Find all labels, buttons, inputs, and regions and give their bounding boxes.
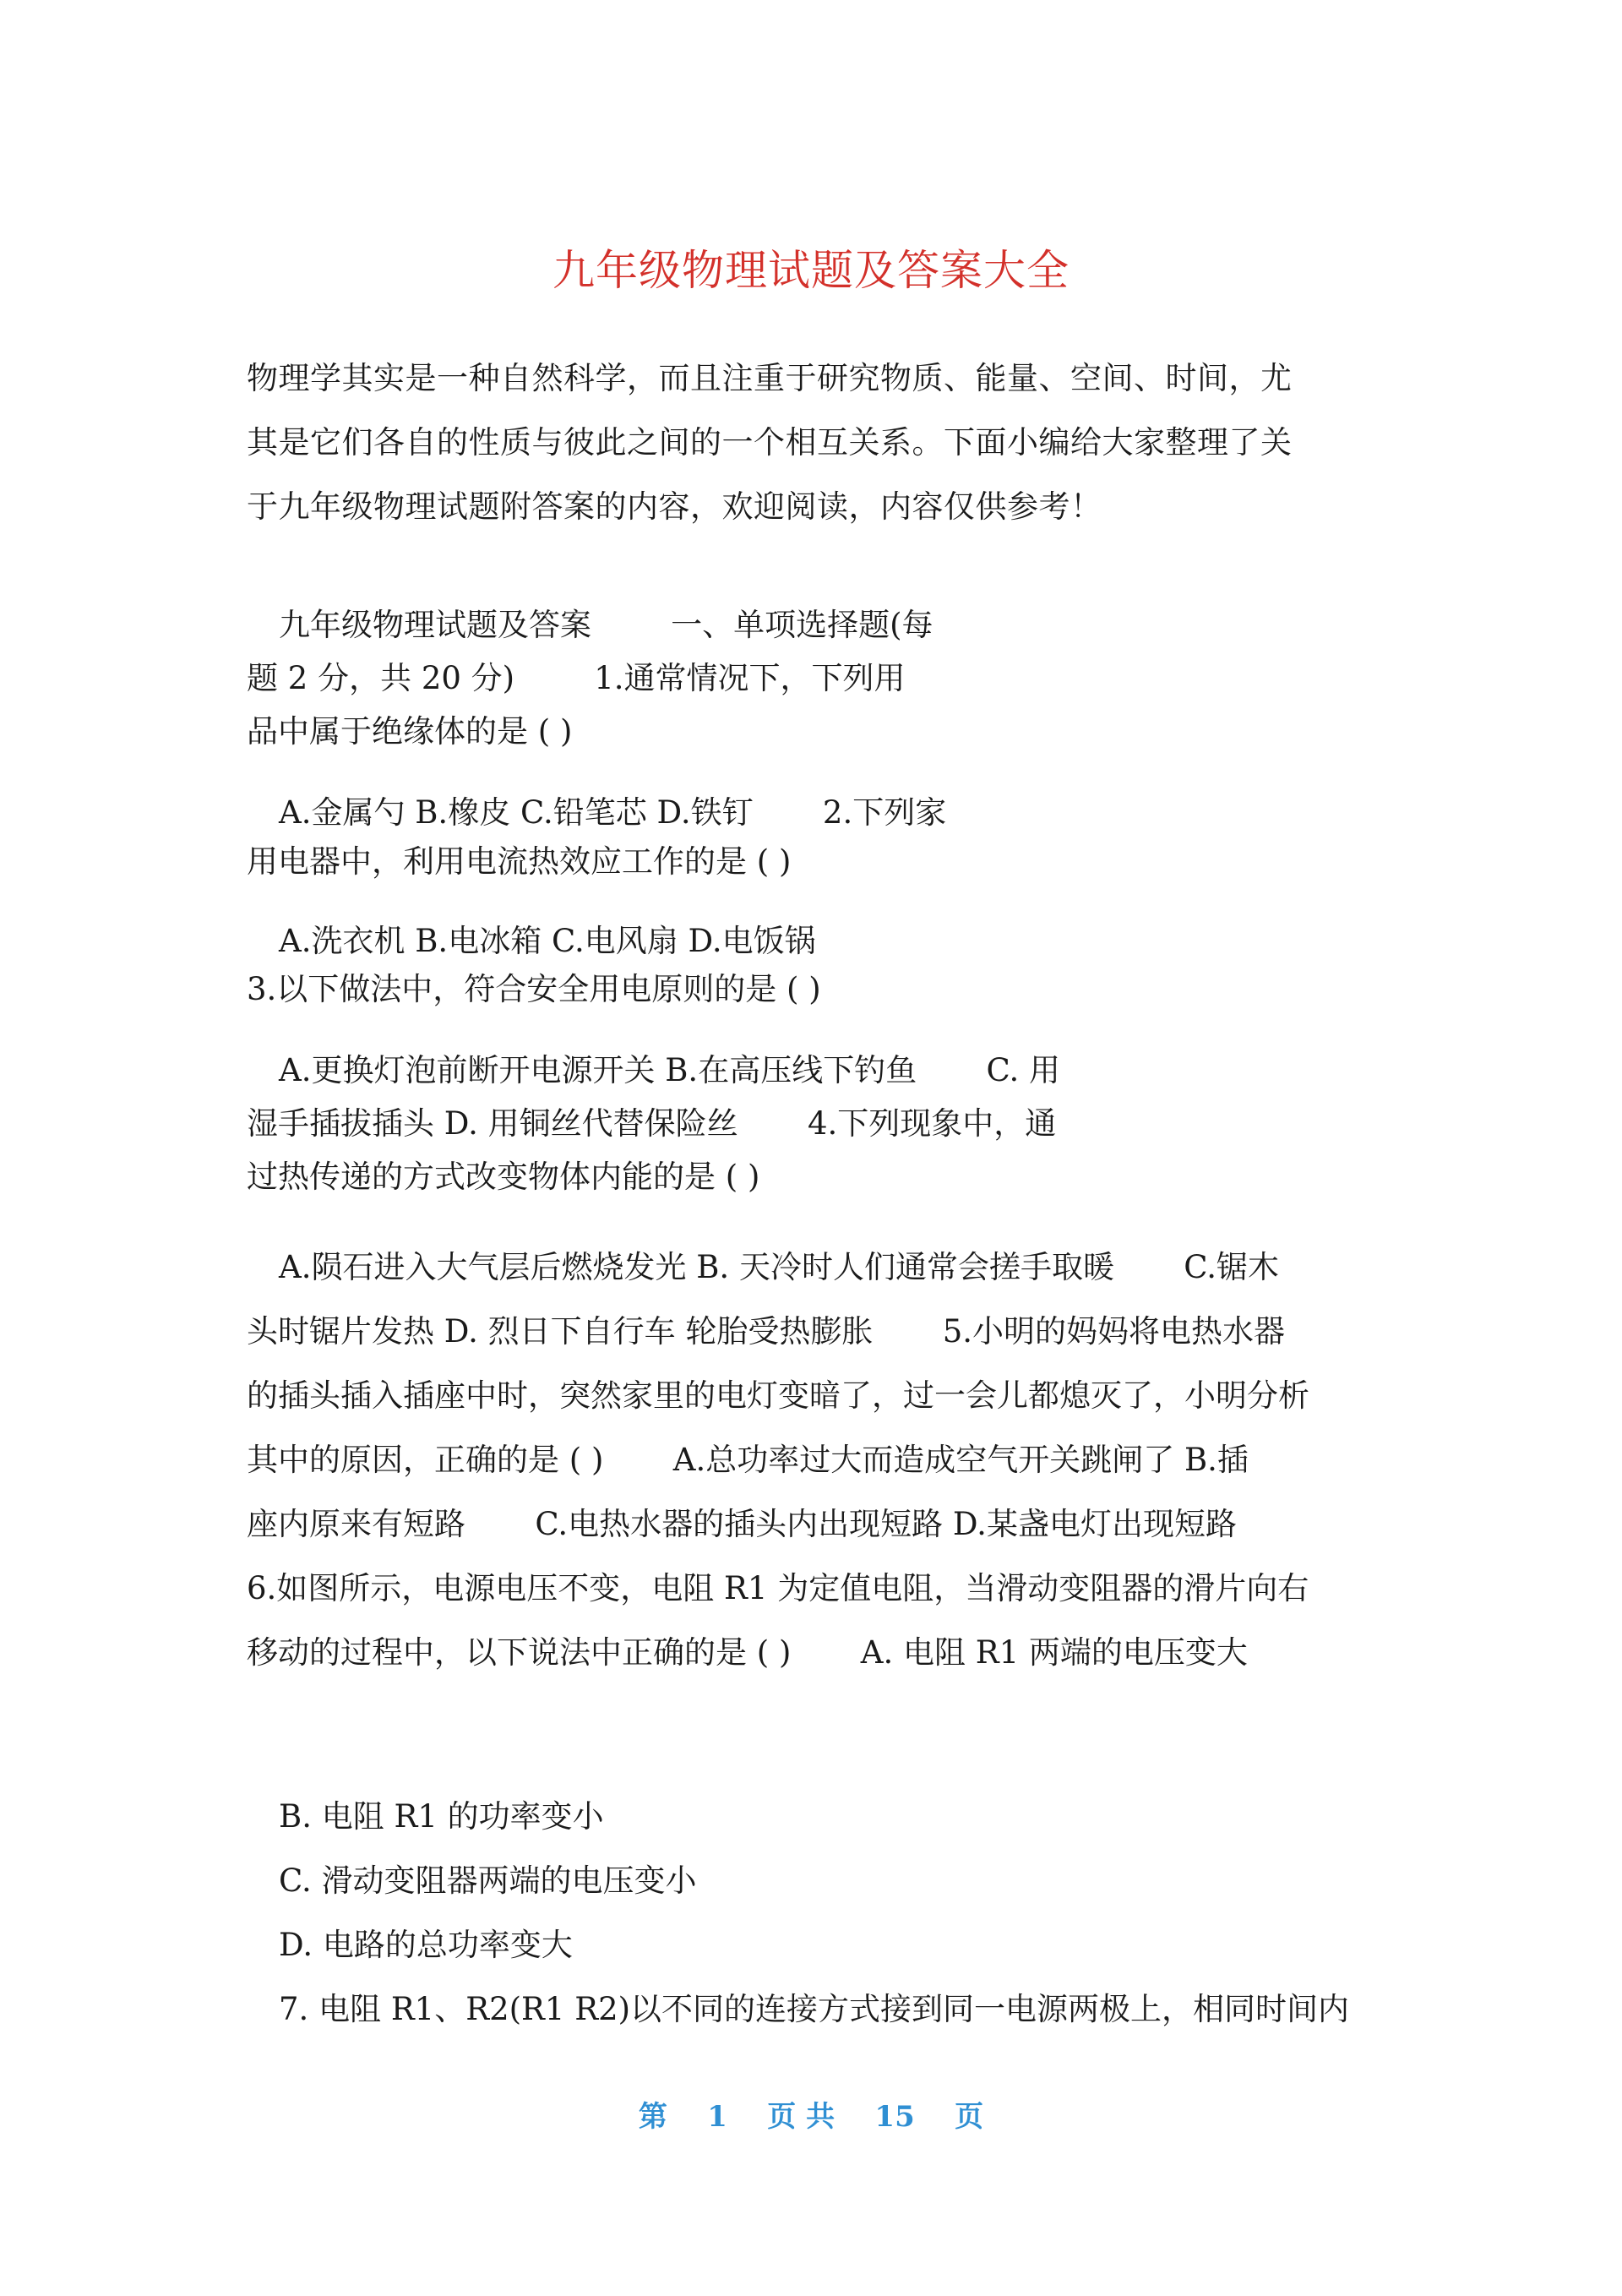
- body-line: C. 滑动变阻器两端的电压变小: [279, 1862, 697, 1899]
- body-line: B. 电阻 R1 的功率变小: [279, 1798, 604, 1835]
- intro-line: 于九年级物理试题附答案的内容，欢迎阅读，内容仅供参考！: [247, 488, 1102, 525]
- page-footer: 第 1 页 共 15 页: [638, 2100, 984, 2134]
- body-line: A.洗衣机 B.电冰箱 C.电风扇 D.电饭锅: [279, 923, 816, 959]
- body-line: A.陨石进入大气层后燃烧发光 B. 天冷时人们通常会搓手取暖 C.锯木: [279, 1249, 1280, 1285]
- body-line: 7. 电阻 R1、R2(R1 R2)以不同的连接方式接到同一电源两极上，相同时间内: [279, 1991, 1350, 2027]
- body-line: 湿手插拔插头 D. 用铜丝代替保险丝 4.下列现象中，通: [247, 1105, 1057, 1142]
- body-line: 6.如图所示，电源电压不变，电阻 R1 为定值电阻，当滑动变阻器的滑片向右: [247, 1570, 1309, 1606]
- body-line: 头时锯片发热 D. 烈日下自行车 轮胎受热膨胀 5.小明的妈妈将电热水器: [247, 1313, 1286, 1350]
- intro-line: 其是它们各自的性质与彼此之间的一个相互关系。下面小编给大家整理了关: [247, 424, 1293, 461]
- body-line: 座内原来有短路 C.电热水器的插头内出现短路 D.某盏电灯出现短路: [247, 1506, 1237, 1542]
- body-line: A.金属勺 B.橡皮 C.铅笔芯 D.铁钉 2.下列家: [279, 794, 947, 831]
- body-line: 用电器中，利用电流热效应工作的是 ( ): [247, 843, 792, 880]
- body-line: 九年级物理试题及答案 一、单项选择题(每: [279, 607, 933, 643]
- intro-paragraph: [247, 346, 1379, 539]
- body-line: 的插头插入插座中时，突然家里的电灯变暗了，过一会儿都熄灭了，小明分析: [247, 1377, 1309, 1414]
- body-line: D. 电路的总功率变大: [279, 1927, 573, 1963]
- intro-line: 物理学其实是一种自然科学，而且注重于研究物质、能量、空间、时间，尤: [247, 360, 1293, 396]
- body-line: 其中的原因，正确的是 ( ) A.总功率过大而造成空气开关跳闸了 B.插: [247, 1442, 1249, 1478]
- body-line: 过热传递的方式改变物体内能的是 ( ): [247, 1159, 760, 1195]
- body-line: 3.以下做法中，符合安全用电原则的是 ( ): [247, 971, 821, 1007]
- body-line: 品中属于绝缘体的是 ( ): [247, 713, 573, 750]
- body-line: 题 2 分，共 20 分) 1.通常情况下，下列用: [247, 660, 906, 696]
- body-line: A.更换灯泡前断开电源开关 B.在高压线下钓鱼 C. 用: [279, 1052, 1061, 1088]
- document-title: 九年级物理试题及答案大全: [552, 246, 1070, 295]
- body-line: 移动的过程中，以下说法中正确的是 ( ) A. 电阻 R1 两端的电压变大: [247, 1634, 1248, 1671]
